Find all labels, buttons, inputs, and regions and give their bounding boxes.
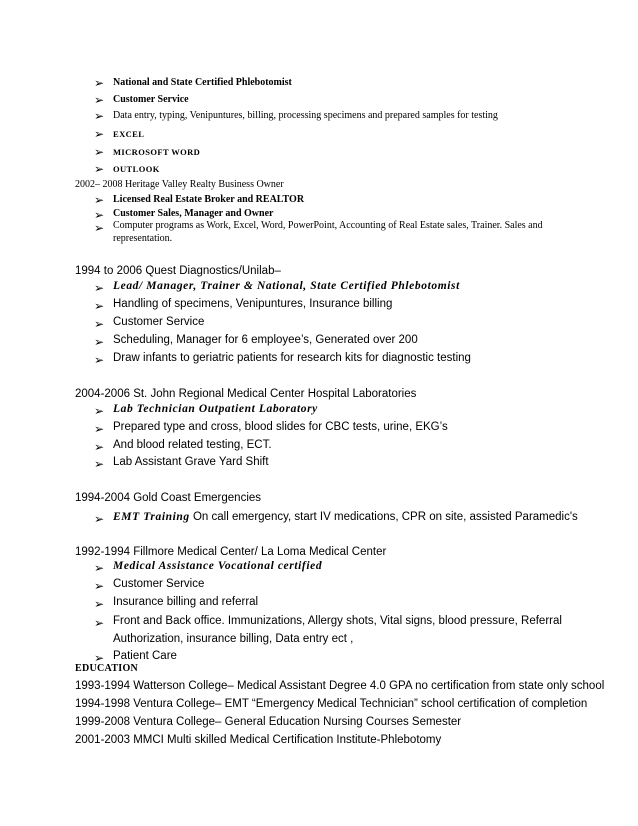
- arrow-bullet-icon: ➢: [94, 162, 105, 176]
- arrow-bullet-icon: ➢: [94, 404, 105, 418]
- arrow-bullet-icon: ➢: [94, 422, 105, 436]
- job-item: Handling of specimens, Venipuntures, Insurance billing: [113, 298, 393, 310]
- job-item: [113, 511, 578, 523]
- arrow-bullet-icon: ➢: [94, 93, 105, 107]
- arrow-bullet-icon: ➢: [94, 127, 105, 141]
- skill-item: EXCEL: [113, 129, 145, 139]
- education-entry: 2001-2003 MMCI Multi skilled Medical Certification Institute-Phlebotomy: [75, 734, 442, 746]
- job-item: Prepared type and cross, blood slides for CBC tests, urine, EKG’s: [113, 421, 448, 433]
- skill-item: MICROSOFT WORD: [113, 147, 201, 157]
- arrow-bullet-icon: ➢: [94, 299, 105, 313]
- education-entry: 1999-2008 Ventura College– General Education Nursing Courses Semester: [75, 716, 462, 728]
- arrow-bullet-icon: ➢: [94, 221, 105, 235]
- arrow-bullet-icon: ➢: [94, 651, 105, 665]
- job-header: 2004-2006 St. John Regional Medical Center Hospital Laboratories: [75, 388, 417, 400]
- section-heading: EDUCATION: [75, 663, 139, 674]
- arrow-bullet-icon: ➢: [94, 440, 105, 454]
- arrow-bullet-icon: ➢: [94, 76, 105, 90]
- arrow-bullet-icon: ➢: [94, 145, 105, 159]
- arrow-bullet-icon: ➢: [94, 109, 105, 123]
- skill-item: National and State Certified Phlebotomist: [113, 77, 292, 88]
- job-item-continued: representation.: [113, 233, 173, 244]
- job-item: Customer Sales, Manager and Owner: [113, 208, 274, 219]
- job-title: EMT Training: [113, 511, 190, 523]
- arrow-bullet-icon: ➢: [94, 353, 105, 367]
- arrow-bullet-icon: ➢: [94, 281, 105, 295]
- arrow-bullet-icon: ➢: [94, 317, 105, 331]
- arrow-bullet-icon: ➢: [94, 457, 105, 471]
- skill-item: OUTLOOK: [113, 164, 160, 174]
- education-entry: 1993-1994 Watterson College– Medical Assistant Degree 4.0 GPA no certification from state only school: [75, 680, 605, 692]
- job-item: Front and Back office. Immunizations, Allergy shots, Vital signs, blood pressure, Referral: [113, 615, 562, 627]
- job-header: 1994 to 2006 Quest Diagnostics/Unilab–: [75, 265, 281, 277]
- skill-item: Data entry, typing, Venipuntures, billing, processing specimens and prepared samples for testing: [113, 110, 498, 121]
- arrow-bullet-icon: ➢: [94, 512, 105, 526]
- arrow-bullet-icon: ➢: [94, 579, 105, 593]
- arrow-bullet-icon: ➢: [94, 597, 105, 611]
- job-item: Scheduling, Manager for 6 employee’s, Generated over 200: [113, 334, 418, 346]
- arrow-bullet-icon: ➢: [94, 335, 105, 349]
- job-title: Lead/ Manager, Trainer & National, State Certified Phlebotomist: [113, 280, 460, 292]
- job-item-continued: Authorization, insurance billing, Data entry ect ,: [113, 633, 354, 645]
- job-item: Draw infants to geriatric patients for research kits for diagnostic testing: [113, 352, 471, 364]
- skill-item: Customer Service: [113, 94, 189, 105]
- arrow-bullet-icon: ➢: [94, 193, 105, 207]
- education-entry: 1994-1998 Ventura College– EMT “Emergency Medical Technician” school certification of completion: [75, 698, 588, 710]
- arrow-bullet-icon: ➢: [94, 616, 105, 630]
- job-item: And blood related testing, ECT.: [113, 439, 272, 451]
- job-item: Lab Assistant Grave Yard Shift: [113, 456, 269, 468]
- job-item: Customer Service: [113, 578, 205, 590]
- job-item: Customer Service: [113, 316, 205, 328]
- job-header: 2002– 2008 Heritage Valley Realty Business Owner: [75, 179, 284, 190]
- job-item: Patient Care: [113, 650, 177, 662]
- arrow-bullet-icon: ➢: [94, 208, 105, 222]
- job-item: Insurance billing and referral: [113, 596, 259, 608]
- job-item-detail: On call emergency, start IV medications, CPR on site, assisted Paramedic's: [189, 511, 578, 523]
- job-item: Computer programs as Work, Excel, Word, PowerPoint, Accounting of Real Estate sales, Trainer. Sales and: [113, 220, 543, 231]
- job-header: 1992-1994 Fillmore Medical Center/ La Loma Medical Center: [75, 546, 387, 558]
- job-title: Medical Assistance Vocational certified: [113, 560, 323, 572]
- arrow-bullet-icon: ➢: [94, 561, 105, 575]
- job-title: Lab Technician Outpatient Laboratory: [113, 403, 318, 415]
- job-item: Licensed Real Estate Broker and REALTOR: [113, 194, 305, 205]
- job-header: 1994-2004 Gold Coast Emergencies: [75, 492, 262, 504]
